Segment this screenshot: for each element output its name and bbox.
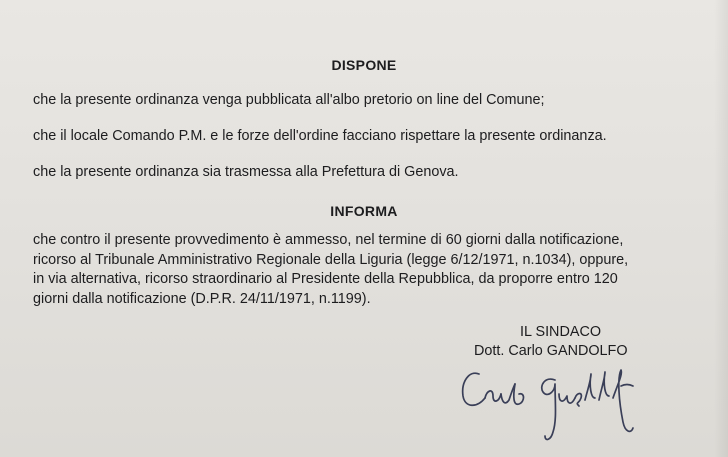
- informa-line-4: giorni dalla notificazione (D.P.R. 24/11/1971, n.1199).: [33, 290, 371, 307]
- heading-informa: INFORMA: [330, 203, 398, 219]
- signer-title: IL SINDACO: [520, 324, 602, 340]
- dispone-item-1: che la presente ordinanza venga pubblicata all'albo pretorio on line del Comune;: [33, 92, 545, 108]
- informa-paragraph: [33, 231, 723, 309]
- heading-dispone: DISPONE: [331, 57, 397, 73]
- signer-name: Dott. Carlo GANDOLFO: [474, 343, 628, 359]
- dispone-item-2: che il locale Comando P.M. e le forze dell'ordine facciano rispettare la presente ordinanza.: [33, 128, 607, 144]
- handwritten-signature: [455, 362, 645, 447]
- informa-line-2: ricorso al Tribunale Amministrativo Regionale della Liguria (legge 6/12/1971, n.1034), oppure,: [33, 251, 629, 268]
- informa-line-1: che contro il presente provvedimento è ammesso, nel termine di 60 giorni dalla notificazione,: [33, 232, 624, 248]
- dispone-item-3: che la presente ordinanza sia trasmessa alla Prefettura di Genova.: [33, 164, 459, 180]
- informa-line-3: in via alternativa, ricorso straordinario al Presidente della Repubblica, da proporre entro 120: [33, 271, 618, 288]
